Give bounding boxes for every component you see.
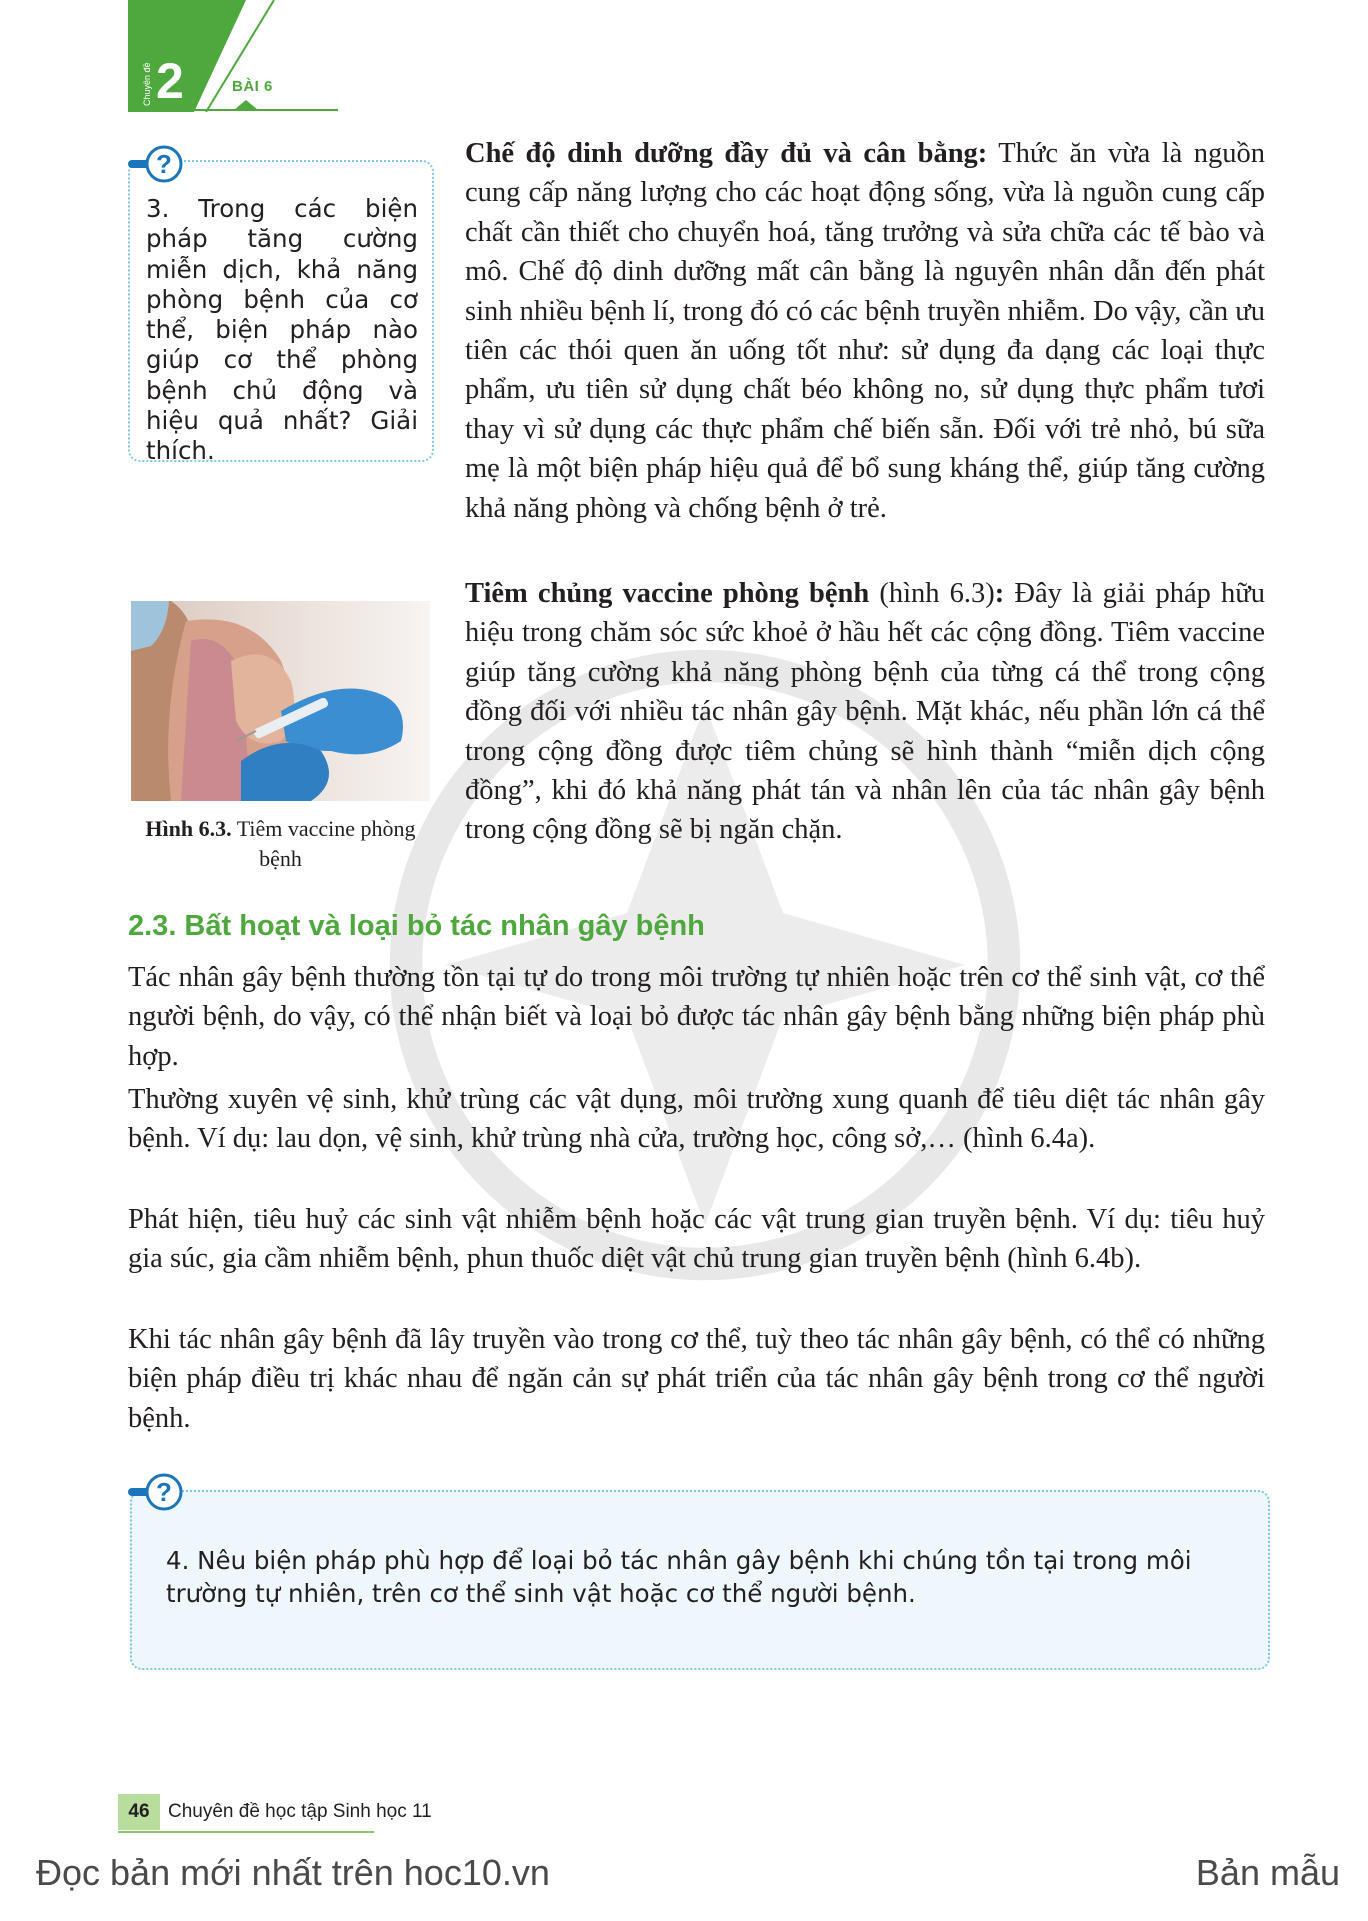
book-title: Chuyên đề học tập Sinh học 11: [168, 1801, 432, 1822]
section-paragraph: Tác nhân gây bệnh thường tồn tại tự do trong môi trường tự nhiên hoặc trên cơ thể sinh vật, cơ thể người bệnh, do vậy, có thể nhận biết và loại bỏ được tác nhân gây bệnh bằng những biện pháp phù hợp.: [128, 962, 1265, 1072]
paragraph-nutrition: [465, 134, 1265, 528]
section-paragraph: Thường xuyên vệ sinh, khử trùng các vật dụng, môi trường xung quanh để tiêu diệt tác nhân gây bệnh. Ví dụ: lau dọn, vệ sinh, khử trùng nhà cửa, trường học, công sở,… (hình 6.4a).: [128, 1084, 1265, 1155]
svg-text:?: ?: [156, 1477, 172, 1507]
paragraph-vaccine: [465, 574, 1265, 850]
figure-reference: (hình 6.3): [869, 578, 995, 609]
topic-number: 2: [156, 53, 184, 109]
paragraph-colon: :: [994, 578, 1005, 609]
question-icon: [128, 1470, 192, 1514]
section-paragraph: Khi tác nhân gây bệnh đã lây truyền vào trong cơ thể, tuỳ theo tác nhân gây bệnh, có thể có những biện pháp điều trị khác nhau để ngăn cản sự phát triển của tác nhân gây bệnh trong cơ thể người bệnh.: [128, 1324, 1265, 1434]
section-heading: 2.3. Bất hoạt và loại bỏ tác nhân gây bệnh: [128, 910, 705, 942]
paragraph-heading: Chế độ dinh dưỡng đầy đủ và cân bằng:: [465, 138, 988, 169]
topic-label: Chuyên đề: [142, 62, 152, 106]
figure-caption-label: Hình 6.3.: [145, 816, 232, 841]
vaccination-photo: [131, 601, 430, 801]
question-text: 3. Trong các biện pháp tăng cường miễn dịch, khả năng phòng bệnh của cơ thể, biện pháp nào giúp cơ thể phòng bệnh chủ động và hiệu quả nhất? Giải thích.: [146, 194, 418, 466]
figure-caption-text: Tiêm vaccine phòng bệnh: [231, 816, 416, 871]
question-icon: [128, 142, 192, 186]
paragraph-heading: Tiêm chủng vaccine phòng bệnh: [465, 578, 870, 609]
footer-divider: [118, 1831, 374, 1833]
question-text: 4. Nêu biện pháp phù hợp để loại bỏ tác nhân gây bệnh khi chúng tồn tại trong môi trường tự nhiên, trên cơ thể sinh vật hoặc cơ thể người bệnh.: [166, 1546, 1192, 1608]
sample-label: Bản mẫu: [1195, 1852, 1340, 1893]
figure-caption: [131, 814, 430, 874]
paragraph-body: Thức ăn vừa là nguồn cung cấp năng lượng cho các hoạt động sống, vừa là nguồn cung cấp chất cần thiết cho chuyển hoá, tăng trưởng và sửa chữa các tế bào và mô. Chế độ dinh dưỡng mất cân bằng là nguyên nhân dẫn đến phát sinh nhiều bệnh lí, trong đó có các bệnh truyền nhiễm. Do vậy, cần ưu tiên các thói quen ăn uống tốt như: sử dụng đa dạng các loại thực phẩm, ưu tiên sử dụng chất béo không no, sử dụng thực phẩm tươi thay vì sử dụng các thực phẩm chế biến sẵn. Đối với trẻ nhỏ, bú sữa mẹ là một biện pháp hiệu quả để bổ sung kháng thể, giúp tăng cường khả năng phòng và chống bệnh ở trẻ.: [465, 138, 1265, 524]
paragraph-body: Đây là giải pháp hữu hiệu trong chăm sóc sức khoẻ ở hầu hết các cộng đồng. Tiêm vaccine giúp tăng cường khả năng phòng bệnh của từng cá thể trong cộng đồng đối với nhiều tác nhân gây bệnh. Mặt khác, nếu phần lớn cá thể trong cộng đồng được tiêm chủng sẽ hình thành “miễn dịch cộng đồng”, khi đó khả năng phát tán và nhân lên của tác nhân gây bệnh trong cộng đồng sẽ bị ngăn chặn.: [465, 578, 1265, 846]
svg-text:?: ?: [156, 149, 172, 179]
lesson-label: BÀI 6: [232, 78, 273, 95]
section-paragraph: Phát hiện, tiêu huỷ các sinh vật nhiễm bệnh hoặc các vật trung gian truyền bệnh. Ví dụ: tiêu huỷ gia súc, gia cầm nhiễm bệnh, phun thuốc diệt vật chủ trung gian truyền bệnh (hình 6.4b).: [128, 1204, 1265, 1275]
page-number: 46: [118, 1794, 160, 1830]
source-note: Đọc bản mới nhất trên hoc10.vn: [36, 1852, 550, 1893]
